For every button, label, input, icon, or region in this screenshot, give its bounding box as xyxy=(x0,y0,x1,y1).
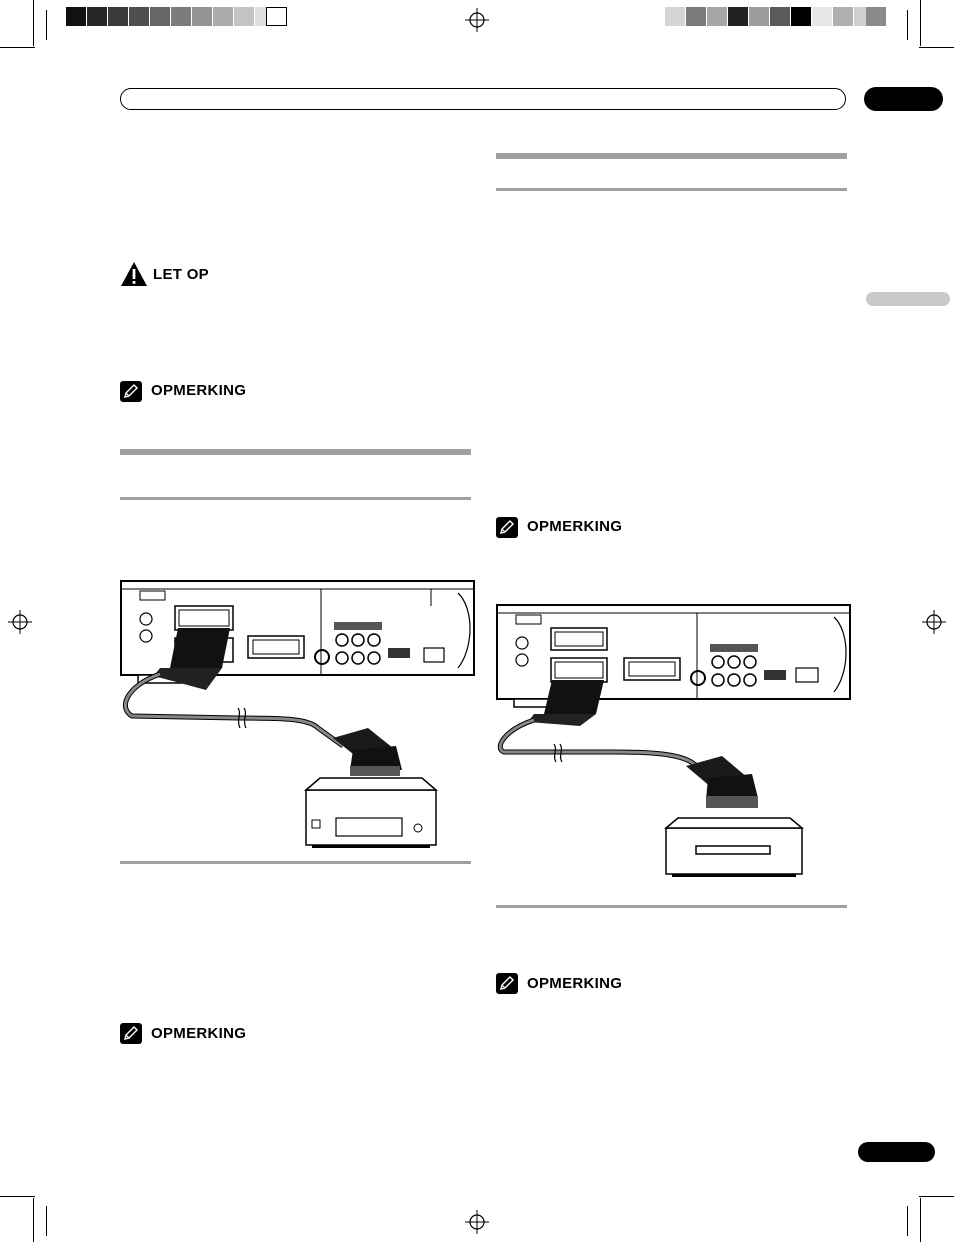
rear-panel xyxy=(497,605,850,699)
warning-triangle-icon xyxy=(120,261,148,287)
note-title-2: OPMERKING xyxy=(151,1025,247,1042)
registration-target-left-icon xyxy=(8,610,32,634)
pencil-note-icon xyxy=(496,973,518,994)
note-title-4: OPMERKING xyxy=(527,975,623,992)
section-rule-thin-right-2 xyxy=(496,905,847,908)
connection-diagram-right xyxy=(494,602,850,878)
caution-title: LET OP xyxy=(153,266,209,283)
section-rule-thin-2 xyxy=(120,861,471,864)
note-title-3: OPMERKING xyxy=(527,518,623,535)
section-rule-thin xyxy=(120,497,471,500)
registration-target-bottom-icon xyxy=(465,1210,489,1234)
chapter-number-pill xyxy=(864,87,943,111)
note-title-1: OPMERKING xyxy=(151,382,247,399)
connection-diagram-left xyxy=(118,578,474,850)
pencil-note-icon xyxy=(120,1023,142,1044)
pencil-note-icon xyxy=(120,381,142,402)
section-rule-thick xyxy=(120,449,471,455)
external-device xyxy=(666,828,802,874)
page-number-pill xyxy=(858,1142,935,1162)
chapter-header-bar xyxy=(120,88,846,110)
section-rule-thick-right xyxy=(496,153,847,159)
registration-target-right-icon xyxy=(922,610,946,634)
language-tab xyxy=(866,292,950,306)
pencil-note-icon xyxy=(496,517,518,538)
registration-target-top-icon xyxy=(465,8,489,32)
section-rule-thin-right xyxy=(496,188,847,191)
